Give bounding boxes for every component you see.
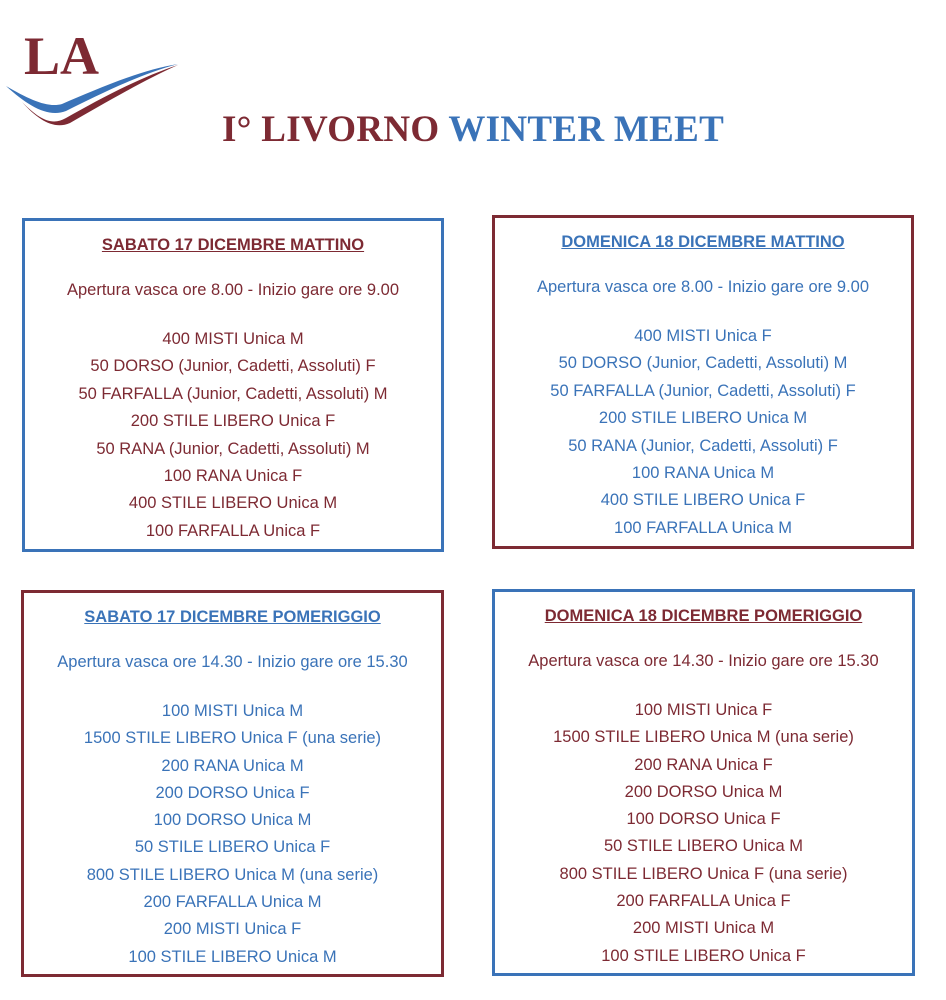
event-item: 200 MISTI Unica F bbox=[163, 920, 302, 939]
event-item: 200 RANA Unica M bbox=[161, 756, 304, 775]
event-item: 800 STILE LIBERO Unica F (una serie) bbox=[559, 864, 848, 883]
title-part-1: I° LIVORNO bbox=[221, 109, 440, 150]
event-item: 200 STILE LIBERO Unica F bbox=[130, 412, 336, 431]
event-item: 100 MISTI Unica F bbox=[634, 701, 773, 719]
event-item: 400 MISTI Unica M bbox=[162, 330, 304, 348]
event-item: 400 STILE LIBERO Unica F bbox=[600, 491, 806, 510]
event-item: 100 DORSO Unica F bbox=[626, 810, 781, 829]
event-item: 50 DORSO (Junior, Cadetti, Assoluti) M bbox=[558, 354, 848, 373]
event-item: 100 RANA Unica F bbox=[163, 467, 303, 486]
session-saturday-morning bbox=[22, 218, 444, 552]
event-list bbox=[495, 323, 911, 542]
event-item: 200 MISTI Unica M bbox=[632, 919, 775, 938]
event-list bbox=[25, 326, 441, 545]
event-item: 100 STILE LIBERO Unica F bbox=[601, 946, 806, 965]
session-opening-times: Apertura vasca ore 8.00 - Inizio gare ore 9.00 bbox=[66, 281, 400, 299]
event-item: 200 FARFALLA Unica M bbox=[143, 893, 322, 912]
event-item: 50 FARFALLA (Junior, Cadetti, Assoluti) F bbox=[550, 381, 856, 400]
event-item: 200 DORSO Unica M bbox=[624, 782, 783, 801]
session-opening-times: Apertura vasca ore 14.30 - Inizio gare ore 15.30 bbox=[528, 652, 879, 670]
session-heading: SABATO 17 DICEMBRE MATTINO bbox=[101, 236, 365, 254]
event-item: 200 STILE LIBERO Unica M bbox=[598, 409, 808, 428]
event-item: 50 DORSO (Junior, Cadetti, Assoluti) F bbox=[90, 357, 376, 376]
event-item: 100 STILE LIBERO Unica M bbox=[128, 947, 337, 966]
event-item: 50 RANA (Junior, Cadetti, Assoluti) F bbox=[568, 436, 838, 455]
session-opening-times: Apertura vasca ore 8.00 - Inizio gare ore 9.00 bbox=[536, 278, 870, 296]
session-opening-times: Apertura vasca ore 14.30 - Inizio gare ore 15.30 bbox=[57, 653, 408, 671]
event-item: 200 FARFALLA Unica F bbox=[616, 892, 791, 911]
event-item: 400 STILE LIBERO Unica M bbox=[128, 494, 338, 513]
event-list bbox=[495, 697, 912, 970]
event-item: 200 DORSO Unica F bbox=[155, 783, 310, 802]
event-item: 50 STILE LIBERO Unica F bbox=[134, 838, 331, 857]
session-heading: DOMENICA 18 DICEMBRE MATTINO bbox=[561, 233, 845, 251]
session-heading: SABATO 17 DICEMBRE POMERIGGIO bbox=[84, 608, 381, 626]
event-item: 200 RANA Unica F bbox=[634, 755, 773, 774]
event-item: 100 FARFALLA Unica F bbox=[145, 521, 321, 540]
event-item: 50 STILE LIBERO Unica M bbox=[604, 837, 803, 856]
event-item: 800 STILE LIBERO Unica M (una serie) bbox=[86, 865, 379, 884]
event-item: 400 MISTI Unica F bbox=[634, 327, 772, 345]
event-item: 1500 STILE LIBERO Unica F (una serie) bbox=[83, 729, 382, 748]
event-item: 50 RANA (Junior, Cadetti, Assoluti) M bbox=[96, 439, 370, 458]
session-sunday-afternoon bbox=[492, 589, 915, 976]
session-sunday-morning bbox=[492, 215, 914, 549]
session-saturday-afternoon bbox=[21, 590, 444, 977]
event-item: 100 RANA Unica M bbox=[631, 464, 775, 483]
event-item: 1500 STILE LIBERO Unica M (una serie) bbox=[553, 728, 854, 747]
event-list bbox=[24, 698, 441, 971]
event-item: 100 DORSO Unica M bbox=[153, 811, 312, 830]
page-title bbox=[0, 108, 946, 151]
logo-text: LA bbox=[24, 26, 100, 86]
session-heading: DOMENICA 18 DICEMBRE POMERIGGIO bbox=[544, 607, 863, 625]
event-item: 100 MISTI Unica M bbox=[161, 702, 304, 720]
event-item: 50 FARFALLA (Junior, Cadetti, Assoluti) M bbox=[78, 384, 388, 403]
event-item: 100 FARFALLA Unica M bbox=[614, 518, 792, 537]
title-part-2: WINTER MEET bbox=[448, 109, 725, 150]
